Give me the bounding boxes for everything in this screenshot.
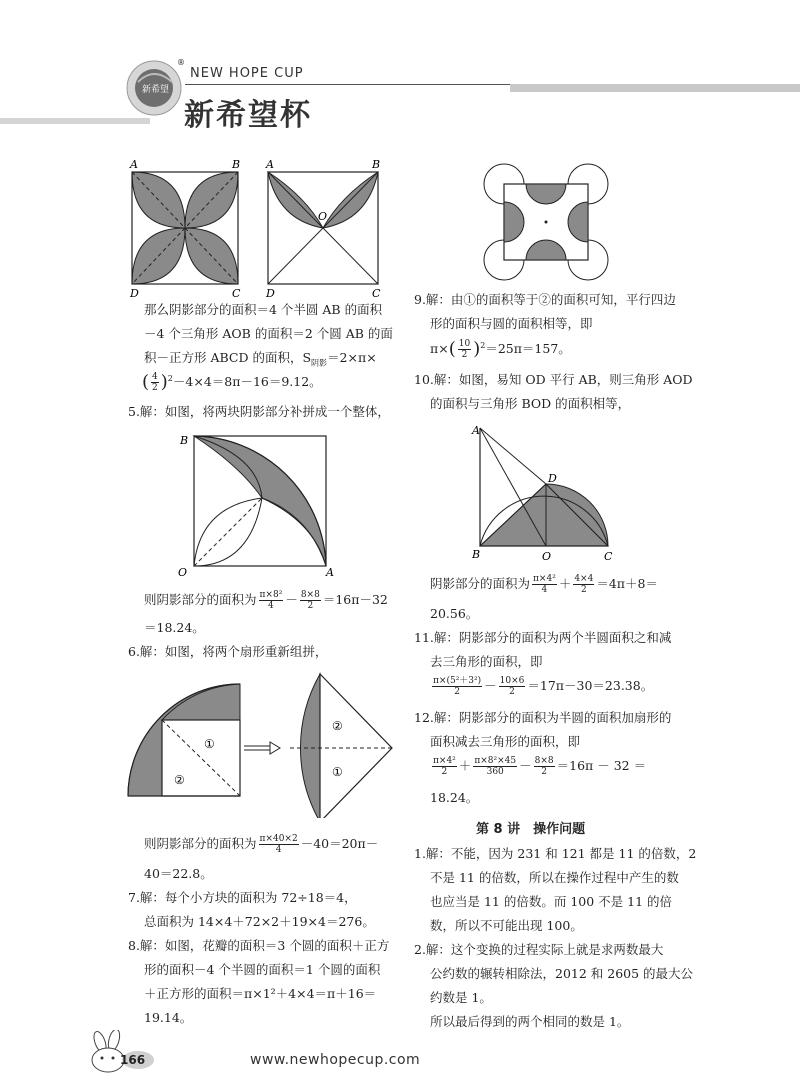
- solution-8-line-1: 8.解：如图，花瓣的面积＝3 个圆的面积＋正方: [128, 938, 390, 953]
- solution-6-line-2: [144, 834, 378, 855]
- solution-6-line-2-a: 则阴影部分的面积为: [144, 836, 257, 851]
- solution-10-line-3-a: 阴影部分的面积为: [430, 576, 531, 591]
- brand-english-title: NEW HOPE CUP: [190, 66, 304, 81]
- solution-4-line-3-a: 积－正方形 ABCD 的面积，S: [144, 350, 312, 365]
- header-rule: [185, 84, 510, 85]
- fraction: $\frac{\text{π×(5²＋3²)}}{2}$: [433, 676, 482, 697]
- solution-12-line-1: 12.解：阴影部分的面积为半圆的面积加扇形的: [414, 710, 672, 725]
- fig4b-label-o: O: [318, 210, 328, 223]
- section-title: 第 8 讲 操作问题: [476, 822, 586, 837]
- solution-5-line-1: 5.解：如图，将两块阴影部分补拼成一个整体，: [128, 404, 390, 419]
- solution-4-line-4-b: －4×4＝8π－16＝9.12。: [172, 374, 322, 390]
- fig5-label-b: B: [180, 434, 189, 447]
- solution-8-line-4: 19.14。: [144, 1010, 193, 1025]
- fig4b-label-c: C: [372, 287, 381, 298]
- fig6-right-label-1: ①: [332, 765, 343, 779]
- solution-5-line-2: 则阴影部分的面积为 $\frac{\text{π×8²}}{4}$ － $\frac{8\times 8}{2}$ ＝16π－32: [144, 590, 388, 611]
- fraction: $\frac{\text{π×4²}}{2}$: [433, 756, 456, 777]
- fraction: $\frac{4}{2}$: [152, 372, 158, 394]
- fig6-right-label-2: ②: [332, 719, 343, 733]
- header-gray-bar-top: [510, 84, 800, 92]
- fraction: $\frac{\pi\times 40\times 2}{4}$: [259, 834, 298, 855]
- fraction: $\frac{10\times 6}{2}$: [499, 676, 525, 697]
- brand-chinese-title: 新希望杯: [184, 98, 312, 133]
- fig4a-label-d: D: [130, 287, 139, 298]
- footer-website: www.newhopecup.com: [250, 1052, 421, 1068]
- solution-4-line-4: ( $\frac{4}{2}$ )$^2$－4×4＝8π－16＝9.12。: [142, 371, 322, 394]
- solution-11-line-1: 11.解：阴影部分的面积为两个半圆面积之和减: [414, 630, 672, 645]
- page-number: 166: [120, 1053, 146, 1067]
- solution-4-line-2: －4 个三角形 AOB 的面积＝2 个圆 AB 的面: [144, 326, 393, 341]
- solution-9-line-2: 形的面积与圆的面积相等，即: [430, 316, 593, 331]
- fig4a-label-c: C: [232, 287, 241, 298]
- registered-mark: ®: [177, 58, 185, 67]
- solution-9-line-3-b: ＝25π＝157。: [485, 341, 571, 357]
- solution-5-line-2-c: ＝16π－32: [322, 592, 388, 607]
- solution-11-line-2: 去三角形的面积，即: [430, 654, 543, 669]
- solution-10-line-2: 的面积与三角形 BOD 的面积相等，: [430, 396, 631, 411]
- fraction: $\frac{\text{π×8²×45}}{360}$: [474, 756, 517, 777]
- solution-11-line-3: $\frac{\text{π×(5²＋3²)}}{2}$ － $\frac{10\times 6}{2}$ ＝17π－30＝23.38。: [433, 676, 654, 697]
- section8-solution-1-line-2: 不是 11 的倍数，所以在操作过程中产生的数: [430, 870, 679, 885]
- section8-solution-2-line-1: 2.解：这个变换的过程实际上就是求两数最大: [414, 942, 664, 957]
- fig5-label-o: O: [178, 566, 188, 578]
- solution-6-line-1: 6.解：如图，将两个扇形重新组拼，: [128, 644, 328, 659]
- fig6-left-label-2: ②: [174, 773, 185, 787]
- solution-10-line-3-b: ＝4π＋8＝: [596, 576, 658, 591]
- solution-9-line-3-a: π×: [430, 341, 449, 357]
- fraction: $\frac{\text{π×4²}}{4}$: [533, 574, 556, 595]
- solution-8-line-2: 形的面积－4 个半圆的面积＝1 个圆的面积: [144, 962, 381, 977]
- section8-solution-1-line-3: 也应当是 11 的倍数。而 100 不是 11 的倍: [430, 894, 673, 909]
- fig4b-label-b: B: [372, 158, 381, 171]
- solution-10-line-3: 阴影部分的面积为 $\frac{\text{π×4²}}{4}$ ＋ $\frac{4\times 4}{2}$ ＝4π＋8＝: [430, 574, 658, 595]
- figure-semicircle-triangle: [468, 420, 628, 568]
- fig10-label-a: A: [472, 424, 480, 437]
- section8-solution-2-line-2: 公约数的辗转相除法，2012 和 2605 的最大公: [430, 966, 694, 981]
- figure-four-petals: [124, 156, 254, 298]
- solution-10-line-1: 10.解：如图，易知 OD 平行 AB，则三角形 AOD: [414, 372, 693, 387]
- solution-8-line-3: ＋正方形的面积＝π×1²＋4×4＝π＋16＝: [144, 986, 377, 1001]
- shadow-subscript: 阴影: [311, 358, 328, 368]
- section8-solution-1-line-4: 数，所以不可能出现 100。: [430, 918, 583, 933]
- solution-7-line-1: 7.解：每个小方块的面积为 72÷18＝4，: [128, 890, 357, 905]
- fig6-left-label-1: ①: [204, 737, 215, 751]
- solution-6-line-3: 40＝22.8。: [144, 866, 213, 881]
- figure-sector-regroup: [120, 666, 400, 818]
- section8-solution-2-line-4: 所以最后得到的两个相同的数是 1。: [430, 1014, 630, 1029]
- bunny-mascot-icon: [84, 1030, 154, 1074]
- fig10-label-d: D: [548, 472, 557, 485]
- solution-11-line-3-b: ＝17π－30＝23.38。: [527, 678, 654, 693]
- solution-7-line-2: 总面积为 14×4＋72×2＋19×4＝276。: [144, 914, 375, 929]
- fraction: $\frac{8\times 8}{2}$: [300, 590, 320, 611]
- solution-5-line-3: ＝18.24。: [144, 620, 205, 635]
- solution-12-line-3-b: ＝16π － 32 ＝: [556, 758, 647, 773]
- solution-12-line-4: 18.24。: [430, 790, 479, 805]
- figure-flower-square: [476, 156, 616, 288]
- fraction: $\frac{10}{2}$: [458, 339, 471, 361]
- solution-12-line-2: 面积减去三角形的面积，即: [430, 734, 581, 749]
- figure-quarter-circle: [170, 426, 350, 578]
- figure-square-aob: [260, 156, 390, 298]
- solution-6-line-2-b: －40＝20π－: [300, 836, 379, 851]
- section8-solution-1-line-1: 1.解：不能，因为 231 和 121 都是 11 的倍数，2: [414, 846, 697, 861]
- solution-4-line-3: [144, 350, 377, 372]
- solution-12-line-3: $\frac{\text{π×4²}}{2}$ ＋ $\frac{\text{π×8²×45}}{360}$ － $\frac{8\times 8}{2}$ ＝16π － 32 ＝: [433, 756, 647, 777]
- solution-5-line-2-a: 则阴影部分的面积为: [144, 592, 257, 607]
- fig10-label-o: O: [542, 550, 552, 563]
- fig4a-label-b: B: [232, 158, 241, 171]
- fig4a-label-a: A: [130, 158, 138, 171]
- fraction: $\frac{8\times 8}{2}$: [534, 756, 554, 777]
- solution-10-line-4: 20.56。: [430, 606, 479, 621]
- fig4b-label-a: A: [266, 158, 274, 171]
- fig5-label-a: A: [326, 566, 334, 578]
- brand-logo-text: 新希望: [142, 85, 170, 95]
- solution-4-line-1: 那么阴影部分的面积＝4 个半圆 AB 的面积: [144, 302, 383, 317]
- solution-9-line-3: π×( $\frac{10}{2}$ )$^2$＝25π＝157。: [430, 338, 571, 361]
- fraction: $\frac{\text{π×8²}}{4}$: [259, 590, 283, 611]
- fraction: $\frac{4\times 4}{2}$: [574, 574, 594, 595]
- solution-9-line-1: 9.解：由①的面积等于②的面积可知，平行四边: [414, 292, 676, 307]
- fig4b-label-d: D: [266, 287, 275, 298]
- section8-solution-2-line-3: 约数是 1。: [430, 990, 492, 1005]
- solution-4-line-3-b: ＝2×π×: [327, 350, 377, 365]
- fig10-label-c: C: [604, 550, 613, 563]
- fig10-label-b: B: [472, 548, 481, 561]
